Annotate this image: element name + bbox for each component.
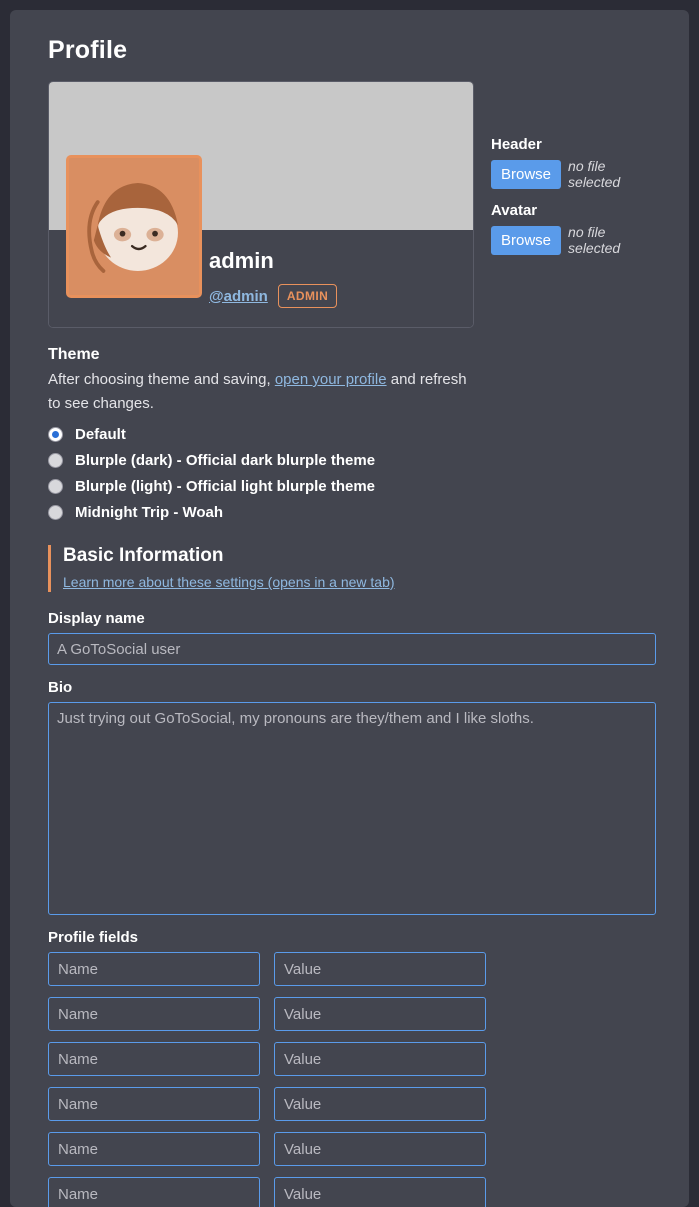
display-name-input[interactable]	[48, 633, 656, 665]
theme-option-label: Blurple (dark) - Official dark blurple theme	[75, 452, 376, 469]
learn-more-link[interactable]: Learn more about these settings (opens in a new tab)	[63, 574, 395, 590]
profile-preview-row	[48, 81, 657, 328]
radio-icon[interactable]	[48, 505, 63, 520]
profile-field-row	[48, 1042, 657, 1076]
theme-description-after: and refresh to see changes.	[48, 371, 467, 412]
profile-settings-panel	[10, 10, 689, 1207]
header-browse-button[interactable]: Browse	[491, 160, 561, 189]
radio-icon[interactable]	[48, 453, 63, 468]
profile-field-value-input[interactable]	[274, 1177, 486, 1207]
profile-card-body	[49, 230, 473, 327]
theme-option-midnight-trip[interactable]	[48, 504, 657, 521]
profile-field-row	[48, 997, 657, 1031]
profile-field-row	[48, 952, 657, 986]
avatar-upload-label: Avatar	[491, 202, 538, 219]
profile-field-value-input[interactable]	[274, 1132, 486, 1166]
theme-option-label: Default	[75, 426, 126, 443]
profile-fields-grid	[48, 952, 657, 1207]
theme-option-default[interactable]	[48, 426, 657, 443]
status-badge: ADMIN	[278, 284, 337, 308]
header-upload-label: Header	[491, 136, 542, 153]
profile-field-value-input[interactable]	[274, 952, 486, 986]
open-your-profile-link[interactable]: open your profile	[274, 371, 387, 388]
theme-description	[48, 368, 478, 416]
page-title: Profile	[48, 36, 128, 64]
theme-section-title: Theme	[48, 346, 100, 363]
theme-option-label: Blurple (light) - Official light blurple theme	[75, 478, 375, 495]
header-upload-row	[491, 158, 657, 190]
profile-field-name-input[interactable]	[48, 997, 260, 1031]
bio-textarea[interactable]	[48, 702, 656, 915]
profile-field-name-input[interactable]	[48, 1042, 260, 1076]
basic-information-legend	[48, 545, 657, 592]
radio-icon[interactable]	[48, 479, 63, 494]
preview-handle-row	[209, 284, 473, 308]
display-name-label: Display name	[48, 610, 145, 627]
profile-field-row	[48, 1132, 657, 1166]
profile-field-name-input[interactable]	[48, 952, 260, 986]
profile-field-row	[48, 1177, 657, 1207]
theme-description-before: After choosing theme and saving,	[48, 371, 275, 388]
profile-field-name-input[interactable]	[48, 1132, 260, 1166]
file-pickers	[491, 81, 657, 268]
theme-option-blurple-dark[interactable]	[48, 452, 657, 469]
profile-field-value-input[interactable]	[274, 1042, 486, 1076]
profile-field-value-input[interactable]	[274, 1087, 486, 1121]
profile-field-row	[48, 1087, 657, 1121]
profile-preview-card	[48, 81, 474, 328]
profile-field-name-input[interactable]	[48, 1177, 260, 1207]
theme-option-label: Midnight Trip - Woah	[75, 504, 224, 521]
header-file-status: no file selected	[568, 158, 621, 190]
avatar-browse-button[interactable]: Browse	[491, 226, 561, 255]
preview-handle[interactable]: @admin	[209, 287, 268, 305]
radio-icon[interactable]	[48, 427, 63, 442]
profile-field-name-input[interactable]	[48, 1087, 260, 1121]
basic-information-title: Basic Information	[63, 545, 224, 566]
preview-display-name: admin	[209, 248, 274, 273]
profile-field-value-input[interactable]	[274, 997, 486, 1031]
avatar-upload-row	[491, 224, 657, 256]
avatar	[66, 155, 202, 298]
bio-label: Bio	[48, 679, 73, 696]
theme-option-blurple-light[interactable]	[48, 478, 657, 495]
avatar-file-status: no file selected	[568, 224, 621, 256]
profile-fields-label: Profile fields	[48, 929, 139, 946]
